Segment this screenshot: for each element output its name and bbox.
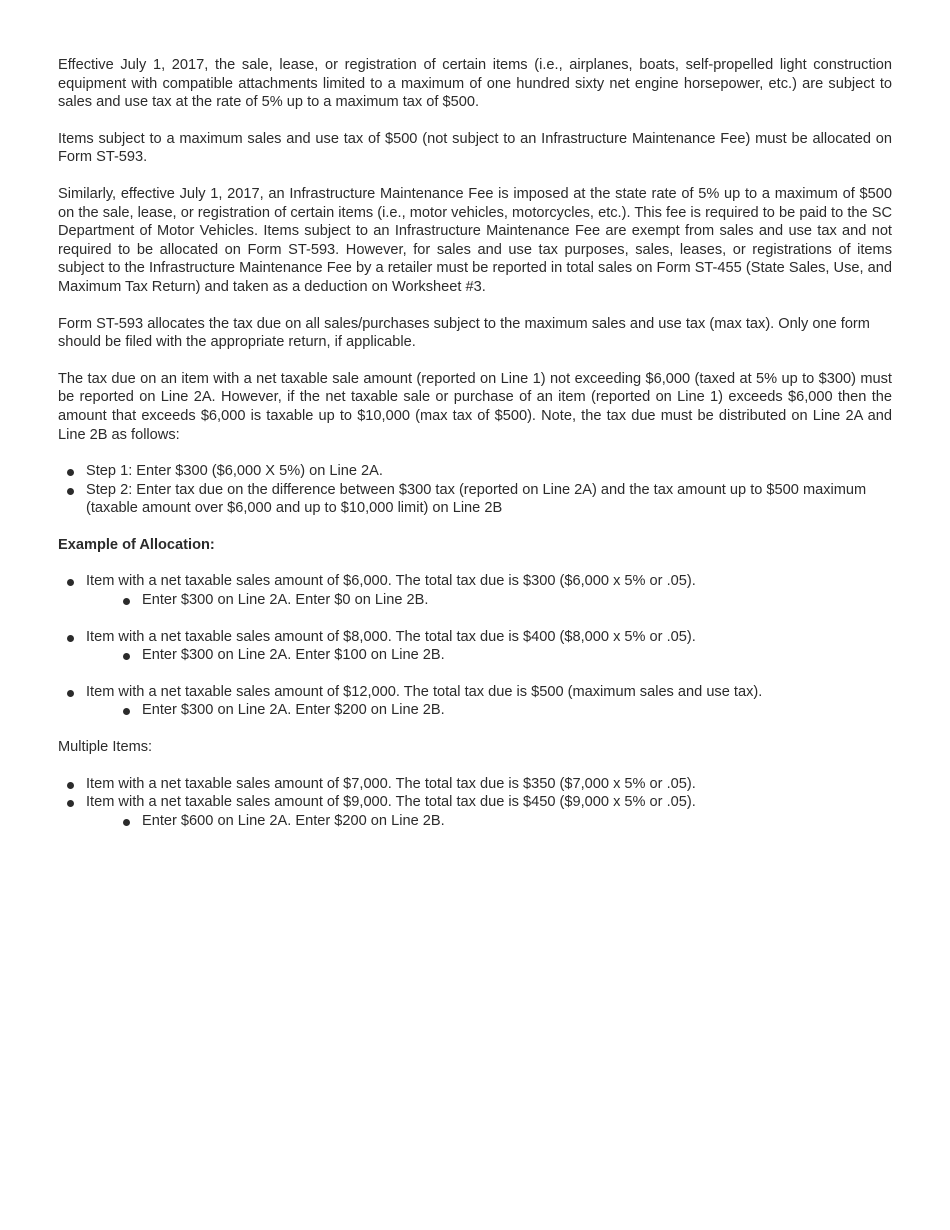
bullet-icon	[67, 579, 74, 586]
bullet-icon	[67, 782, 74, 789]
list-item	[58, 628, 892, 647]
example-item-1	[58, 572, 892, 609]
sub-list	[58, 701, 892, 720]
paragraph-max-tax-items: Effective July 1, 2017, the sale, lease, or registration of certain items (i.e., airplanes, boats, self-propelled light construction equipment with compatible attachments limited to a maximum of one hundred sixty net engine horsepower, etc.) are subject to sales and use tax at the rate of 5% up to a maximum tax of $500.	[58, 57, 892, 111]
sub-list-item	[58, 646, 892, 665]
sub-list	[58, 646, 892, 665]
paragraph-allocation-form: Items subject to a maximum sales and use tax of $500 (not subject to an Infrastructure Maintenance Fee) must be allocated on Form ST-593.	[58, 130, 892, 166]
document-page	[58, 56, 892, 848]
example-item-text: Item with a net taxable sales amount of $12,000. The total tax due is $500 (maximum sales and use tax).	[86, 683, 763, 700]
list-item	[58, 775, 892, 794]
example-item-text: Item with a net taxable sales amount of $8,000. The total tax due is $400 ($8,000 x 5% or .05).	[86, 628, 696, 645]
sub-list-container	[58, 591, 892, 610]
example-sub-text: Enter $300 on Line 2A. Enter $200 on Line 2B.	[142, 702, 445, 719]
step-1-text: Step 1: Enter $300 ($6,000 X 5%) on Line 2A.	[86, 463, 383, 480]
sub-list	[58, 812, 892, 831]
bullet-icon	[123, 598, 130, 605]
paragraph-infrastructure-fee: Similarly, effective July 1, 2017, an Infrastructure Maintenance Fee is imposed at the state rate of 5% up to a maximum of $500 on the sale, lease, or registration of certain items (i.e., motor vehicles, motorcycles, etc.). This fee is required to be paid to the SC Department of Motor Vehicles. Items subject to an Infrastructure Maintenance Fee are exempt from sales and use tax and not required to be allocated on Form ST-593. However, for sales and use tax purposes, sales, leases, or registrations of items subject to the Infrastructure Maintenance Fee by a retailer must be reported in total sales on Form ST-455 (State Sales, Use, and Maximum Tax Return) and taken as a deduction on Worksheet #3.	[58, 185, 892, 295]
sub-list-container	[58, 646, 892, 665]
steps-list	[58, 462, 892, 518]
multiple-item-text: Item with a net taxable sales amount of $7,000. The total tax due is $350 ($7,000 x 5% or .05).	[86, 775, 696, 792]
multiple-item-text: Item with a net taxable sales amount of $9,000. The total tax due is $450 ($9,000 x 5% or .05).	[86, 794, 696, 811]
paragraph-form-st593: Form ST-593 allocates the tax due on all sales/purchases subject to the maximum sales and use tax (max tax). Only one form should be filed with the appropriate return, if applicable.	[58, 315, 870, 351]
step-2-text: Step 2: Enter tax due on the difference between $300 tax (reported on Line 2A) and the tax amount up to $500 maximum (taxable amount over $6,000 and up to $10,000 limit) on Line 2B	[86, 481, 867, 517]
example-heading: Example of Allocation:	[58, 536, 215, 553]
paragraph-line-distribution: The tax due on an item with a net taxable sale amount (reported on Line 1) not exceeding $6,000 (taxed at 5% up to $300) must be reported on Line 2A. However, if the net taxable sale or purchase of an item (reported on Line 1) exceeds $6,000 then the amount that exceeds $6,000 is taxable up to $10,000 (max tax of $500). Note, the tax due must be distributed on Line 2A and Line 2B as follows:	[58, 370, 892, 443]
bullet-icon	[67, 690, 74, 697]
bullet-icon	[123, 819, 130, 826]
bullet-icon	[67, 635, 74, 642]
multiple-items-heading: Multiple Items:	[58, 739, 153, 756]
sub-list-item	[58, 591, 892, 610]
bullet-icon	[67, 469, 74, 476]
example-sub-text: Enter $300 on Line 2A. Enter $100 on Line 2B.	[142, 647, 445, 664]
sub-list-container	[58, 812, 892, 831]
list-item	[58, 793, 892, 812]
bullet-icon	[67, 488, 74, 495]
sub-list-item	[58, 812, 892, 831]
bullet-icon	[67, 800, 74, 807]
sub-list-item	[58, 701, 892, 720]
example-sub-text: Enter $300 on Line 2A. Enter $0 on Line 2B.	[142, 592, 429, 609]
list-item	[58, 462, 892, 481]
list-item	[58, 572, 892, 591]
list-item	[58, 481, 892, 518]
example-item-3	[58, 683, 892, 720]
multiple-sub-text: Enter $600 on Line 2A. Enter $200 on Line 2B.	[142, 812, 445, 829]
sub-list-container	[58, 701, 892, 720]
multiple-items-list	[58, 775, 892, 831]
list-item	[58, 683, 892, 702]
example-item-2	[58, 628, 892, 665]
example-item-text: Item with a net taxable sales amount of $6,000. The total tax due is $300 ($6,000 x 5% or .05).	[86, 573, 696, 590]
sub-list	[58, 591, 892, 610]
